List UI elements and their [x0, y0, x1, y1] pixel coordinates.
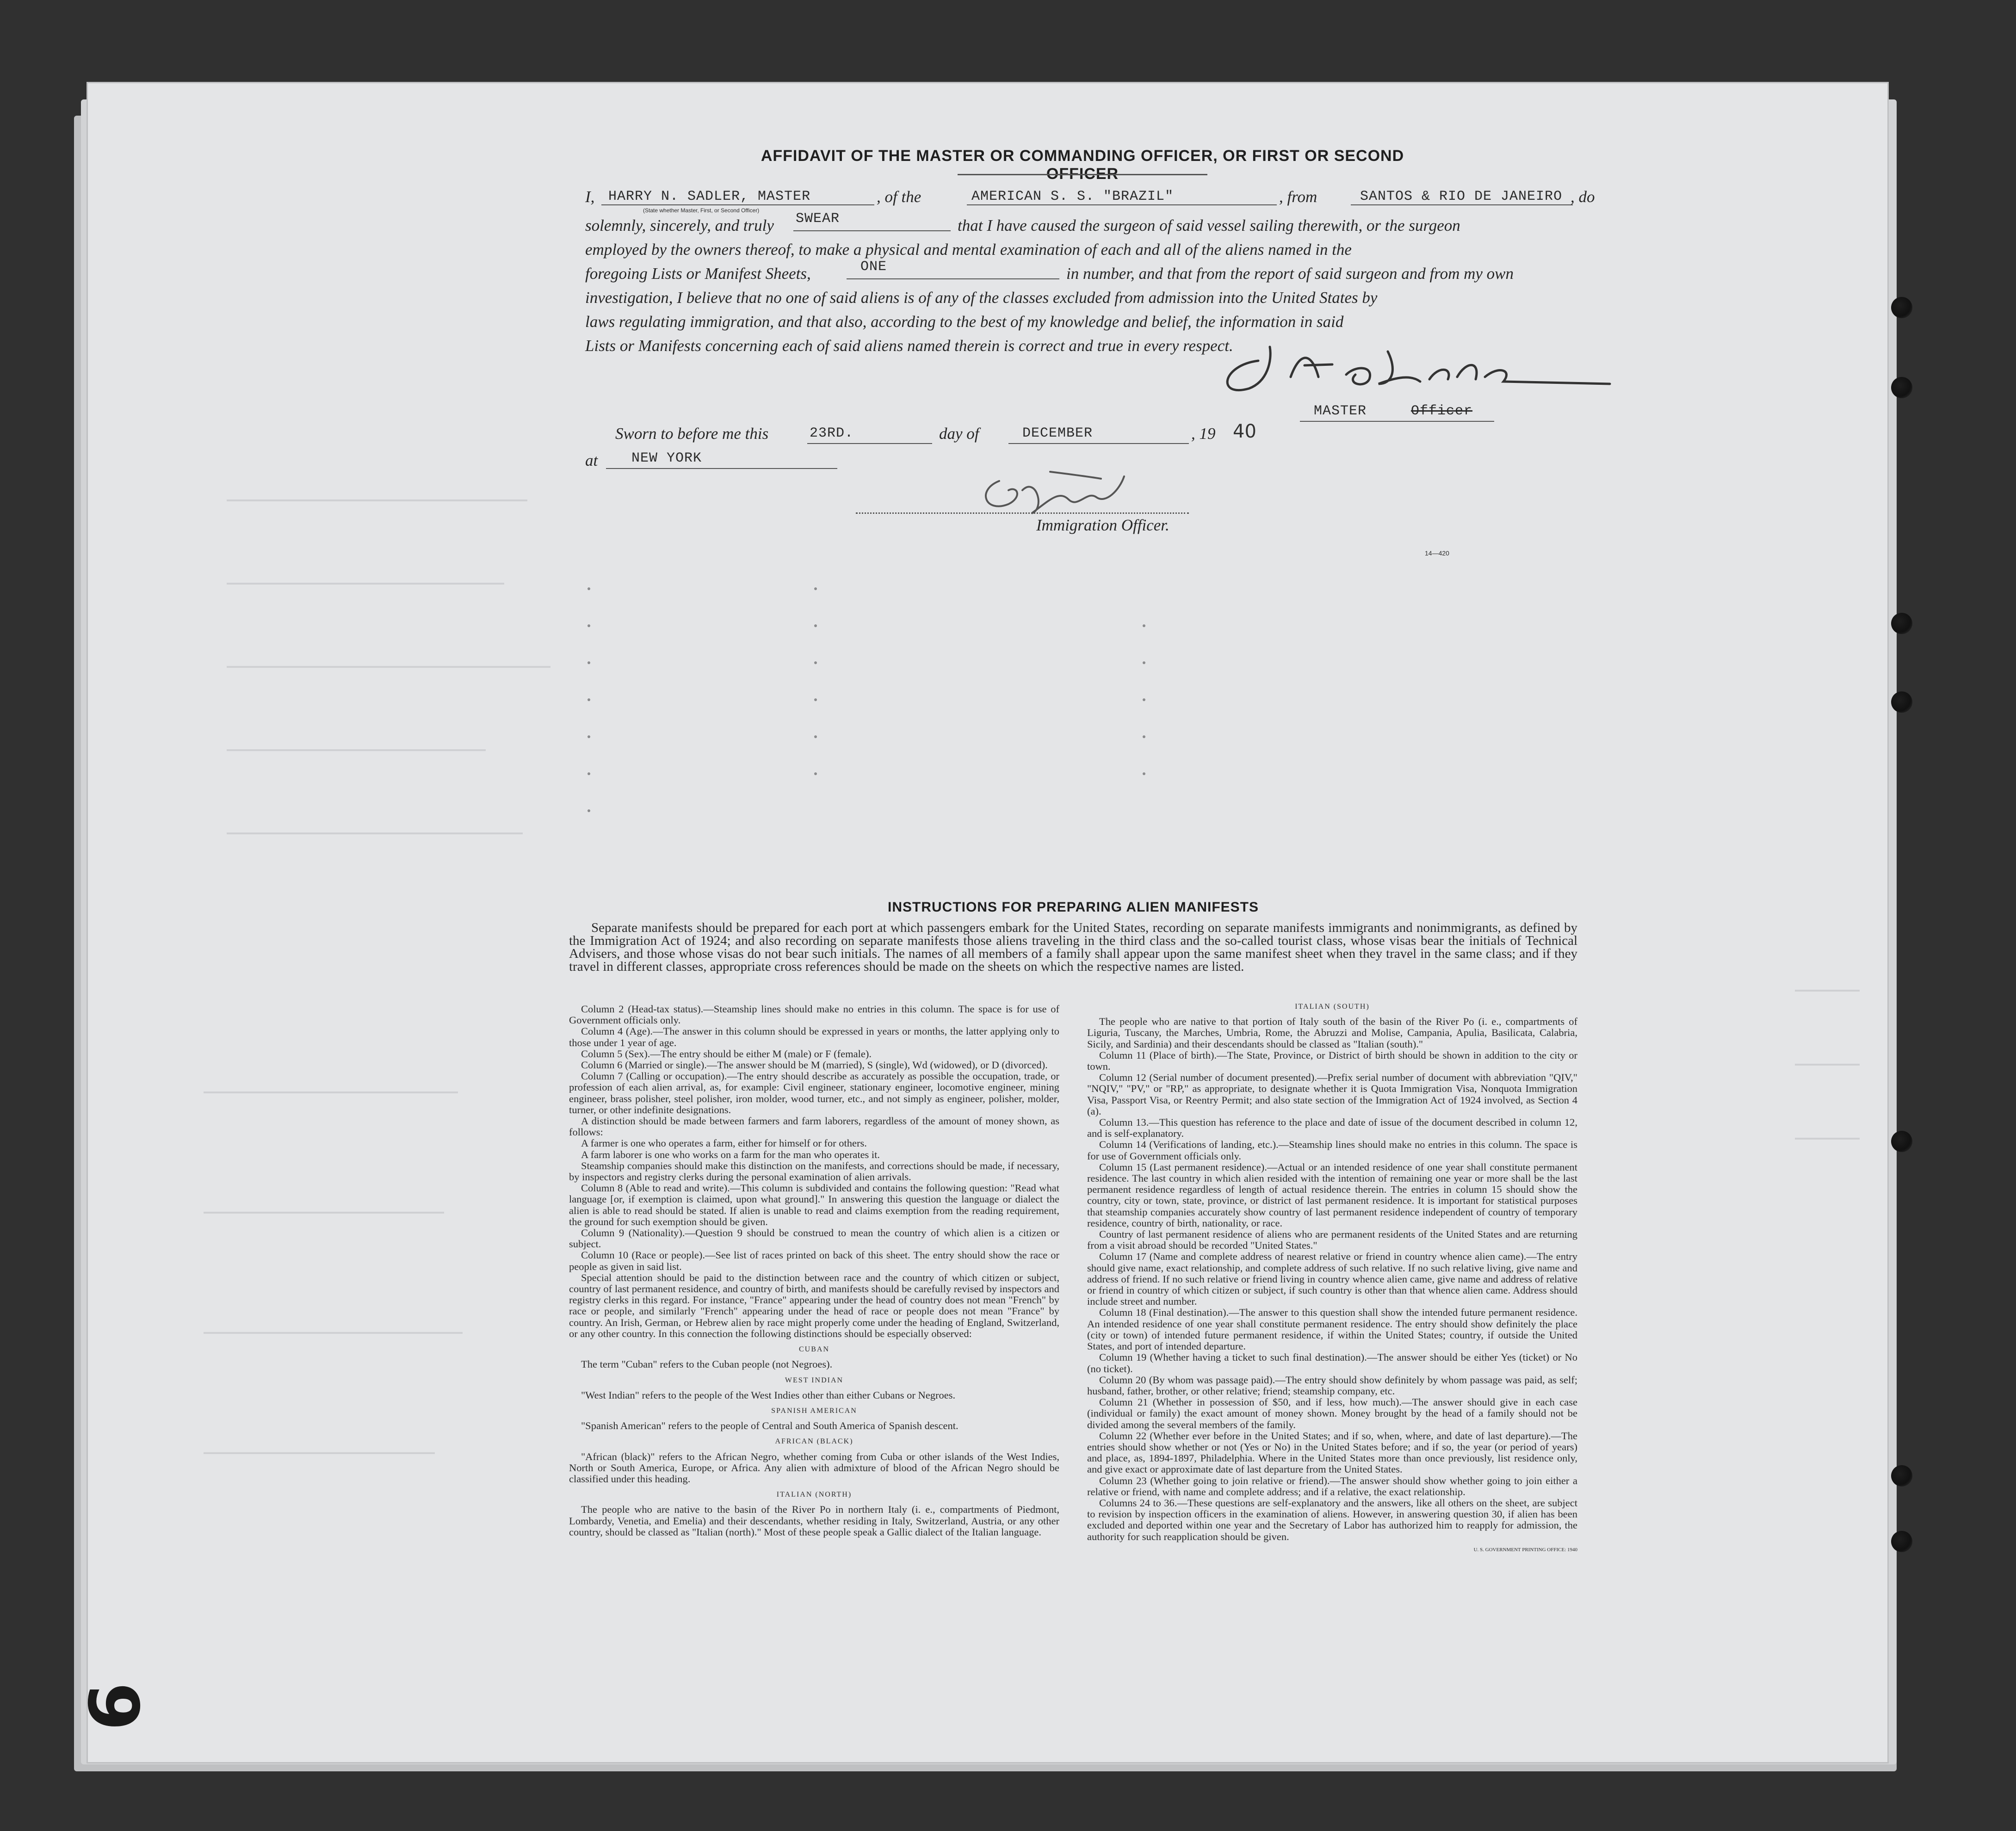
master-name-underline	[601, 204, 874, 205]
i-label: I,	[585, 188, 595, 206]
oath-word: SWEAR	[796, 211, 840, 227]
struck-title: Officer	[1411, 403, 1473, 419]
instruction-paragraph: Column 19 (Whether having a ticket to such final destination).—The answer should be either Yes (ticket) or No (no ticket).	[1087, 1351, 1577, 1375]
instruction-paragraph: Column 20 (By whom was passage paid).—The entry should show definitely by whom passage was paid, as self; husband, father, brother, or other relative; friend; steamship company, etc.	[1087, 1374, 1577, 1397]
bleed-dot	[1143, 735, 1145, 738]
binder-hole	[1891, 1465, 1912, 1486]
instruction-paragraph: Column 9 (Nationality).—Question 9 should be construed to mean the country of which alien is a citizen or subject.	[569, 1227, 1059, 1250]
bleed-dot	[1143, 661, 1145, 664]
race-text: "African (black)" refers to the African Negro, whether coming from Cuba or other islands of the West Indies, North or South America, Europe, or Africa. Any alien with admixture of blood of the African Negro should be classified under this heading.	[569, 1450, 1059, 1485]
affidavit-line-3: employed by the owners thereof, to make a physical and mental examination of each and all of the aliens named in the	[585, 240, 1352, 259]
instruction-paragraph: Column 21 (Whether in possession of $50, and if less, how much).—The answer should give in each case (individual or family) the exact amount of money shown. Money brought by the head of a family should not be divided among the several members of the family.	[1087, 1396, 1577, 1430]
instruction-paragraph: Columns 24 to 36.—These questions are self-explanatory and the answers, like all others on the sheet, are subject to revision by inspection officers in the examination of aliens. However, in answering question 30, if alien has been excluded and deported within one year and the Secretary of Labor has authorized him to reapply for admission, the authority for such reapplication should be given.	[1087, 1497, 1577, 1542]
bleed-through	[227, 499, 527, 501]
affidavit-line-7: Lists or Manifests concerning each of said aliens named therein is correct and true in every respect.	[585, 337, 1233, 355]
officer-label: Immigration Officer.	[1036, 516, 1169, 534]
sheet-count-underline	[847, 278, 1059, 279]
bleed-dot	[814, 735, 817, 738]
sworn-label: Sworn to before me this	[615, 425, 769, 443]
bleed-dot	[587, 809, 590, 812]
instruction-paragraph: Column 23 (Whether going to join relative or friend).—The answer should show whether going to join either a relative or friend, with name and complete address; and if a relative, the exact relationship.	[1087, 1474, 1577, 1498]
master-signature	[1180, 333, 1614, 402]
instructions-left-column	[569, 1004, 1059, 1538]
instructions-right-column	[1087, 1001, 1577, 1555]
vessel-name: AMERICAN S. S. "BRAZIL"	[971, 189, 1174, 204]
bleed-dot	[587, 772, 590, 775]
sheet-count: ONE	[860, 259, 887, 275]
do-label: , do	[1571, 188, 1595, 206]
race-text: "Spanish American" refers to the people of Central and South America of Spanish descent.	[581, 1420, 959, 1432]
instruction-paragraph: Column 5 (Sex).—The entry should be either M (male) or F (female).	[581, 1048, 872, 1060]
master-name: HARRY N. SADLER, MASTER	[608, 189, 811, 204]
from-port: SANTOS & RIO DE JANEIRO	[1360, 189, 1563, 204]
race-text: "West Indian" refers to the people of the West Indies other than either Cubans or Negroes.	[581, 1389, 956, 1401]
bleed-dot	[587, 661, 590, 664]
binder-hole	[1891, 377, 1912, 398]
instructions-intro	[569, 921, 1577, 973]
instruction-paragraph: Column 12 (Serial number of document presented).—Prefix serial number of document with abbreviation "QIV," "NQIV," "PV," or "RP," as appropriate, to designate whether it is Quota Immigration Visa, Nonquota Immigration Visa, Passport Visa, or Reentry Permit; and also state section of the Immigration Act of 1924 involved, as Section 4 (a).	[1087, 1072, 1577, 1117]
race-heading: SPANISH AMERICAN	[771, 1406, 857, 1415]
bleed-through	[227, 583, 504, 585]
instruction-paragraph: Column 11 (Place of birth).—The State, Province, or District of birth should be shown in addition to the city or town.	[1087, 1049, 1577, 1073]
instruction-paragraph: Column 8 (Able to read and write).—This column is subdivided and contains the following question: "Read what language [or, if exemption is claimed, upon what ground]." In answering this question the language or dialect the alien is able to read should be stated. If alien is unable to read and claims exemption from the reading requirement, the ground for such exemption should be given.	[569, 1182, 1059, 1227]
binder-hole	[1891, 1531, 1912, 1552]
affidavit-line-4-end: in number, and that from the report of said surgeon and from my own	[1066, 265, 1514, 283]
bleed-through	[204, 1452, 435, 1454]
title-rule	[958, 174, 1207, 175]
bleed-dot	[1143, 772, 1145, 775]
printer-note: U. S. GOVERNMENT PRINTING OFFICE: 1940	[1473, 1547, 1577, 1553]
bleed-dot	[814, 698, 817, 701]
bleed-dot	[1143, 624, 1145, 627]
bleed-dot	[587, 698, 590, 701]
bleed-dot	[814, 587, 817, 590]
manifest-sheet	[75, 83, 1887, 1762]
instruction-paragraph: A farm laborer is one who works on a farm for the man who operates it.	[581, 1148, 880, 1160]
bleed-through	[1795, 1138, 1860, 1140]
bleed-dot	[587, 735, 590, 738]
sworn-place: NEW YORK	[631, 450, 702, 466]
instruction-paragraph: Country of last permanent residence of aliens who are permanent residents of the United States and are returning from a visit abroad should be recorded "United States."	[1087, 1228, 1577, 1251]
race-heading: ITALIAN (NORTH)	[776, 1491, 852, 1499]
binder-hole	[1891, 691, 1912, 713]
affidavit-line-6: laws regulating immigration, and that also, according to the best of my knowledge and belief, the information in said	[585, 313, 1344, 331]
year-prefix: , 19	[1191, 425, 1216, 443]
bleed-dot	[1143, 698, 1145, 701]
instruction-paragraph: Column 14 (Verifications of landing, etc.).—Steamship lines should make no entries in this column. The space is for use of Government officials only.	[1087, 1139, 1577, 1162]
instruction-paragraph: Column 6 (Married or single).—The answer should be M (married), S (single), Wd (widowed), or D (divorced).	[581, 1059, 1048, 1071]
race-heading: WEST INDIAN	[785, 1376, 844, 1384]
affidavit-title: AFFIDAVIT OF THE MASTER OR COMMANDING OFFICER, OR FIRST OR SECOND OFFICER	[761, 147, 1404, 183]
binder-hole	[1891, 297, 1912, 318]
race-heading: CUBAN	[798, 1345, 829, 1354]
instruction-paragraph: Column 15 (Last permanent residence).—Actual or an intended residence of one year shall constitute permanent residence. The last country in which alien resided with the intention of remaining one year or more shall be the last permanent residence regardless of length of actual residence therein. The entries in column 15 should show the country, city or town, state, province, or district of last permanent residence. It is important for statistical purposes that steamship companies accurately show country of last permanent residence independent of country of temporary residence, country of birth, nationality, or race.	[1087, 1161, 1577, 1229]
instruction-paragraph: Column 7 (Calling or occupation).—The entry should describe as accurately as possible the occupation, trade, or profession of each alien arrival, as, for example: Civil engineer, stationary engineer, locomotive engineer, mining engineer, brass polisher, steel polisher, iron molder, wood turner, etc., and not simply as engineer, polisher, molder, turner, or other indefinite designations.	[569, 1070, 1059, 1116]
affidavit-line-2-start: solemnly, sincerely, and truly	[585, 216, 774, 234]
bleed-through	[204, 1091, 458, 1093]
bleed-through	[1795, 1064, 1860, 1066]
instruction-paragraph: Column 4 (Age).—The answer in this column should be expressed in years or months, the latter applying only to those under 1 year of age.	[569, 1025, 1059, 1048]
sworn-place-underline	[606, 468, 837, 469]
instruction-paragraph: A farmer is one who operates a farm, either for himself or for others.	[581, 1137, 867, 1149]
affidavit-line-2-end: that I have caused the surgeon of said vessel sailing therewith, or the surgeon	[958, 216, 1460, 234]
bleed-dot	[587, 587, 590, 590]
race-text: The people who are native to the basin of the River Po in northern Italy (i. e., compartments of Piedmont, Lombardy, Venetia, and Emelia) and their descendants, whether residing in Italy, Switzerland, Austria, or any other country, should be classed as "Italian (north)." Most of these people speak a Gallic dialect of the Italian language.	[569, 1504, 1059, 1538]
from-label: , from	[1279, 188, 1317, 206]
instruction-paragraph: Column 10 (Race or people).—See list of races printed on back of this sheet. The entry should show the race or people as given in said list.	[569, 1249, 1059, 1272]
instruction-paragraph: Special attention should be paid to the distinction between race and the country of which citizen or subject, country of last permanent residence, and country of birth, and manifests should be carefully revised by inspectors and registry clerks in this regard. For instance, "France" appearing under the head of country does not mean "French" by race or people, and similarly "French" appearing under the head of race or people does not mean "France" by country. An Irish, German, or Hebrew alien by race might properly come under the heading of England, Switzerland, or any other country. In this connection the following distinctions should be especially observed:	[569, 1271, 1059, 1339]
bleed-dot	[814, 661, 817, 664]
bleed-through	[204, 1332, 463, 1334]
bleed-dot	[814, 772, 817, 775]
instruction-paragraph: Steamship companies should make this distinction on the manifests, and corrections should be made, if necessary, by inspectors and registry clerks during the personal examination of alien arrivals.	[569, 1159, 1059, 1183]
frame-number-stamp: 6	[75, 1682, 156, 1731]
bleed-through	[227, 749, 486, 751]
form-number: 14—420	[1425, 549, 1449, 557]
race-heading: AFRICAN (BLACK)	[775, 1437, 853, 1446]
bleed-dot	[814, 624, 817, 627]
affidavit-line-4-start: foregoing Lists or Manifest Sheets,	[585, 265, 811, 283]
italian-south-heading: ITALIAN (SOUTH)	[1295, 1003, 1370, 1011]
instruction-paragraph: Column 22 (Whether ever before in the United States; and if so, when, where, and date of last departure).—The entries should show whether or not (Yes or No) in the United States before; and if so, the year (or period of years) and place, as, 1894-1897, Philadelphia. Where in the United States more than once previously, list residence only, and give exact or approximate date of last departure from the United States.	[1087, 1430, 1577, 1475]
instruction-paragraph: Column 13.—This question has reference to the place and date of issue of the document described in column 12, and is self-explanatory.	[1087, 1116, 1577, 1140]
sworn-month-underline	[1008, 443, 1189, 444]
instruction-paragraph: Column 2 (Head-tax status).—Steamship lines should make no entries in this column. The space is for use of Government officials only.	[569, 1003, 1059, 1026]
signature-title: MASTER	[1314, 403, 1367, 419]
instruction-paragraph: Column 18 (Final destination).—The answer to this question shall show the intended future permanent residence. An intended residence of one year shall constitute permanent residence. The entry should show definitely the place (city or town) of intended future permanent residence, if within the United States; country, if outside the United States, and port of intended departure.	[1087, 1307, 1577, 1352]
sworn-day-underline	[807, 443, 932, 444]
from-port-underline	[1351, 204, 1573, 205]
day-of-label: day of	[939, 425, 979, 443]
race-text: The term "Cuban" refers to the Cuban people (not Negroes).	[581, 1358, 833, 1370]
oath-underline	[793, 230, 951, 231]
instruction-paragraph: Column 17 (Name and complete address of nearest relative or friend in country whence alien came).—The entry should give name, exact relationship, and complete address of such relative. If no such relative living, give name and address of friend. If no such relative or friend living in country whence alien came, give name and address of relative or friend in country of which citizen or subject, if such country is other than that whence alien came. Address should include street and number.	[1087, 1251, 1577, 1307]
affidavit-line-5: investigation, I believe that no one of said aliens is of any of the classes excluded from admission into the United States by	[585, 289, 1378, 307]
bleed-through	[227, 832, 523, 834]
bleed-through	[227, 666, 550, 668]
instructions-title: INSTRUCTIONS FOR PREPARING ALIEN MANIFESTS	[887, 900, 1259, 915]
bleed-dot	[587, 624, 590, 627]
sworn-month: DECEMBER	[1022, 425, 1093, 441]
binder-hole	[1891, 613, 1912, 634]
vessel-underline	[967, 204, 1277, 205]
year-suffix: 40	[1233, 421, 1256, 442]
of-the-label: , of the	[877, 188, 921, 206]
signature-underline	[1300, 421, 1494, 422]
master-name-hint: (State whether Master, First, or Second Officer)	[643, 207, 760, 214]
instruction-paragraph: The people who are native to that portion of Italy south of the basin of the River Po (i. e., compartments of Liguria, Tuscany, the Marches, Umbria, Rome, the Abruzzi and Molise, Campania, Apulia, Basilicata, Calabria, Sicily, and Sardinia) and their descendants should be classed as "Italian (south)."	[1087, 1016, 1577, 1050]
bleed-through	[204, 1212, 444, 1214]
intro-text: Separate manifests should be prepared for each port at which passengers embark for the United States, recording on separate manifests immigrants and nonimmigrants, as defined by the Immigration Act of 1924; and also recording on separate manifests those aliens traveling in the third class and the so-called tourist class, whose visas bear the initials of Technical Advisers, and those whose visas do not bear such initials. The names of all members of a family shall appear upon the same manifest sheet when they travel in the same class; and if they travel in different classes, appropriate cross references should be made on the sheets on which the respective names are listed.	[569, 920, 1577, 974]
binder-hole	[1891, 1131, 1912, 1152]
sworn-day: 23RD.	[810, 425, 854, 441]
instruction-paragraph: A distinction should be made between farmers and farm laborers, regardless of the amount of money shown, as follows:	[569, 1115, 1059, 1138]
bleed-through	[1795, 990, 1860, 992]
at-label: at	[585, 451, 598, 469]
